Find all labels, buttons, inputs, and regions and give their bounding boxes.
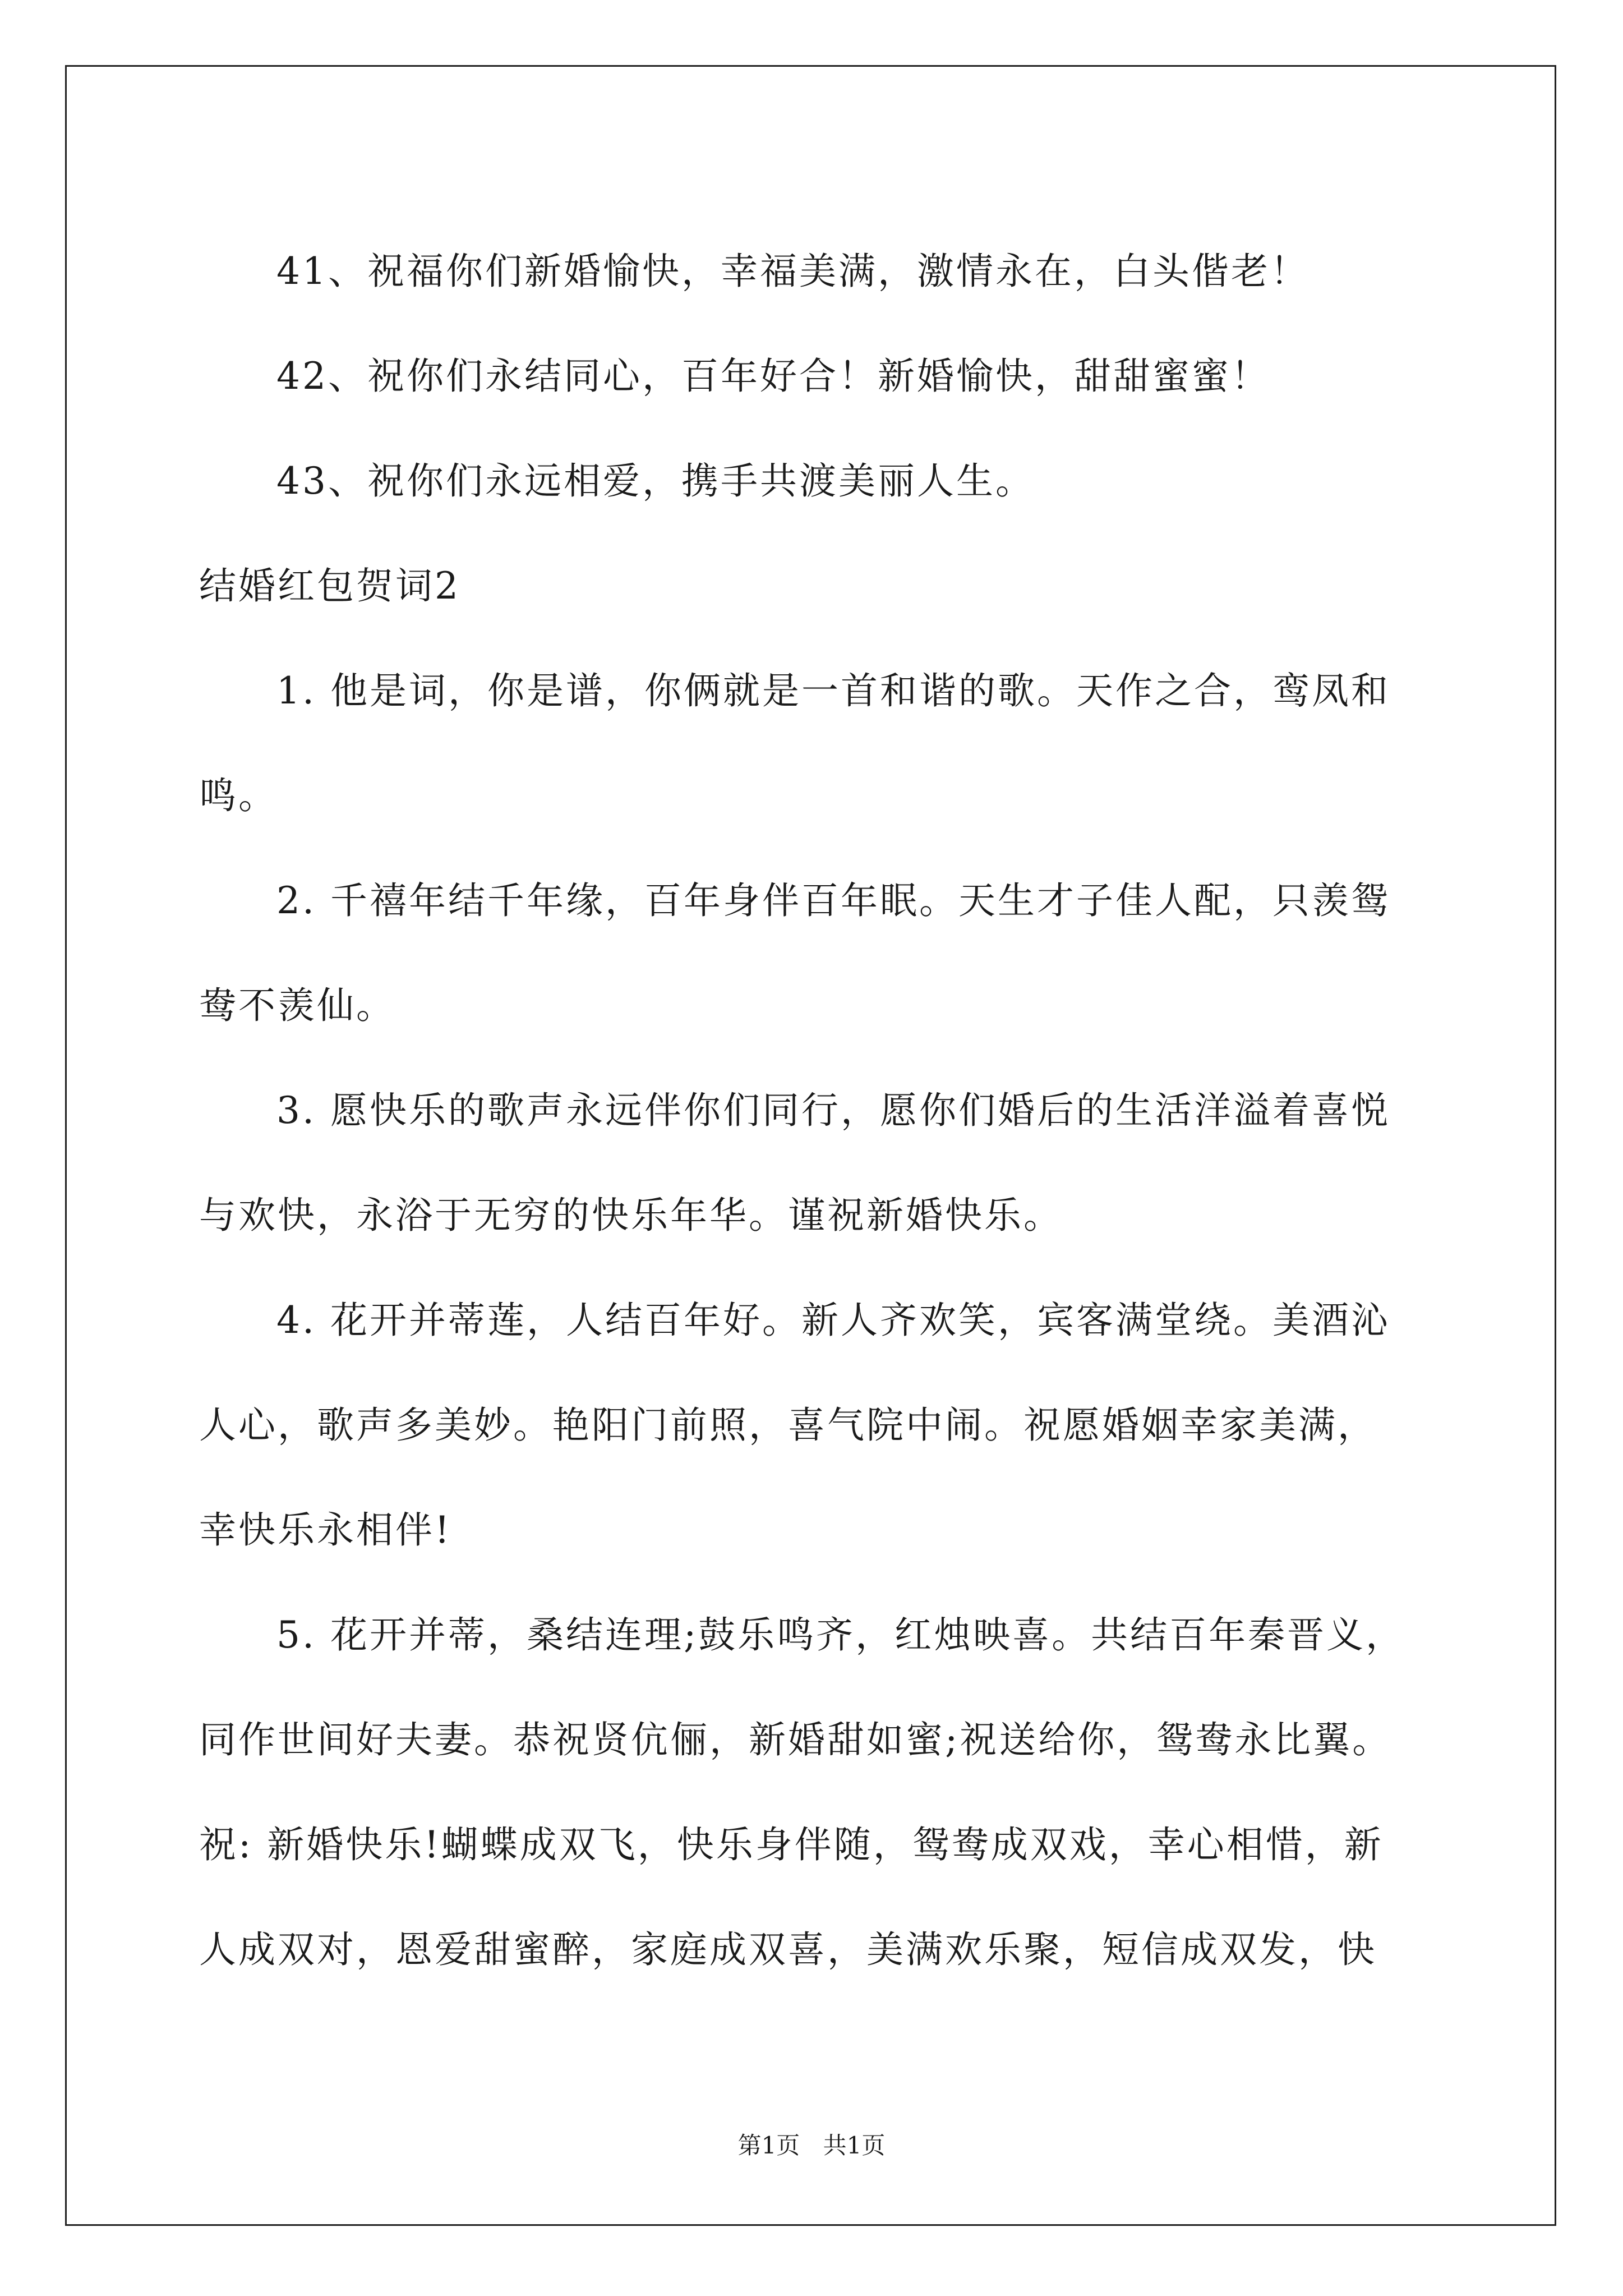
page-footer bbox=[0, 2127, 1623, 2161]
wish-3-line-1: 3. 愿快乐的歌声永远伴你们同行，愿你们婚后的生活洋溢着喜悦 bbox=[276, 1089, 1390, 1132]
wish-4-line-1: 4. 花开并蒂莲，人结百年好。新人齐欢笑，宾客满堂绕。美酒沁 bbox=[276, 1299, 1390, 1342]
wish-1-line-1: 1. 他是词，你是谱，你俩就是一首和谐的歌。天作之合，鸾凤和 bbox=[276, 669, 1390, 712]
wish-line-42: 42、祝你们永结同心，百年好合！新婚愉快，甜甜蜜蜜！ bbox=[276, 355, 1270, 398]
wish-1-line-2: 鸣。 bbox=[199, 774, 278, 817]
page-total: 共1页 bbox=[823, 2132, 886, 2159]
wish-line-43: 43、祝你们永远相爱，携手共渡美丽人生。 bbox=[276, 459, 1035, 503]
wish-5-line-2: 同作世间好夫妻。恭祝贤伉俪，新婚甜如蜜;祝送给你，鸳鸯永比翼。 bbox=[199, 1718, 1392, 1761]
wish-4-line-2: 人心，歌声多美妙。艳阳门前照，喜气院中闹。祝愿婚姻幸家美满， bbox=[199, 1404, 1377, 1447]
section-heading: 结婚红包贺词2 bbox=[199, 564, 460, 608]
document-body bbox=[199, 219, 1438, 2002]
wish-3-line-2: 与欢快，永浴于无穷的快乐年华。谨祝新婚快乐。 bbox=[199, 1194, 1063, 1237]
wish-5-line-4: 人成双对，恩爱甜蜜醉，家庭成双喜，美满欢乐聚，短信成双发，快 bbox=[199, 1928, 1377, 1971]
wish-5-line-1: 5. 花开并蒂，桑结连理;鼓乐鸣齐，红烛映喜。共结百年秦晋义， bbox=[276, 1613, 1405, 1657]
wish-2-line-2: 鸯不羡仙。 bbox=[199, 984, 395, 1027]
page-number: 第1页 bbox=[737, 2132, 800, 2159]
wish-2-line-1: 2. 千禧年结千年缘，百年身伴百年眠。天生才子佳人配，只羡鸳 bbox=[276, 879, 1390, 922]
wish-5-line-3: 祝: 新婚快乐!蝴蝶成双飞，快乐身伴随，鸳鸯成双戏，幸心相惜，新 bbox=[199, 1823, 1384, 1866]
wish-line-41: 41、祝福你们新婚愉快，幸福美满，激情永在，白头偕老！ bbox=[276, 250, 1310, 293]
wish-4-line-3: 幸快乐永相伴! bbox=[199, 1508, 452, 1552]
